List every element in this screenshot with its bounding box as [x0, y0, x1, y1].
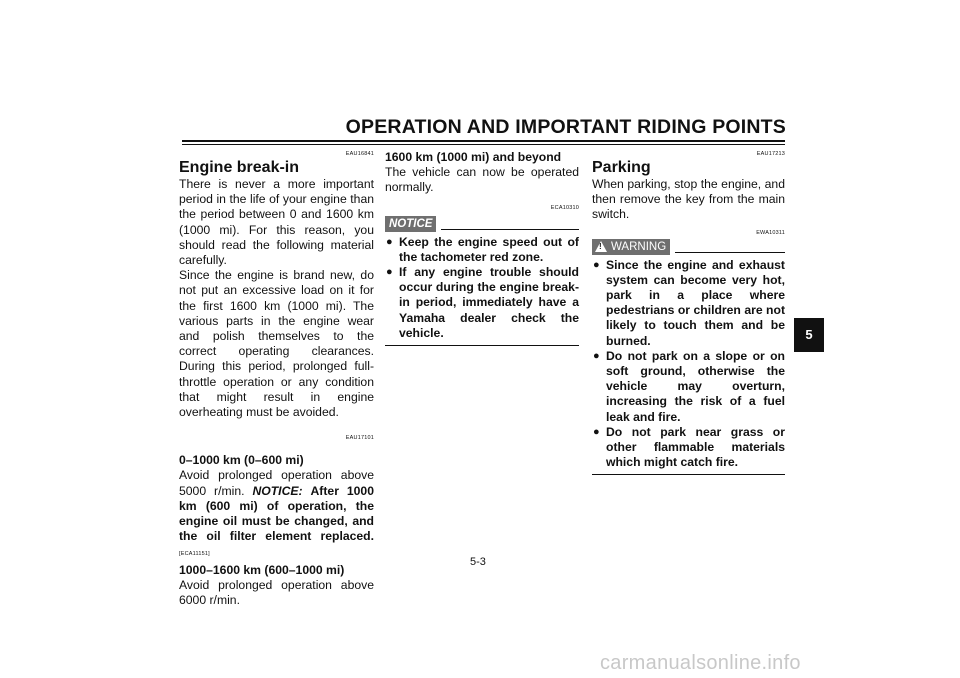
warning-end-rule [592, 474, 785, 475]
warning-box-header [592, 239, 785, 255]
notice-inline-text: After 1000 km (600 mi) of operation, the engine oil must be changed, and the oil filter element replaced. [179, 483, 374, 544]
header-rule [182, 140, 785, 142]
paragraph: Since the engine is brand new, do not put an excessive load on it for the first 1600 km (1000 mi). The various parts in the engine wear and polish themselves to the correct operating clearances. During this period, prolonged full-throttle operation or any condition that might result in engine overheating must be avoided. [179, 268, 374, 420]
notice-inline-label: NOTICE: [252, 483, 303, 498]
list-item [385, 265, 579, 341]
warning-triangle-icon: ! [595, 241, 607, 252]
section-heading: Engine break-in [179, 159, 300, 176]
section-code: EAU17101 [345, 435, 374, 442]
paragraph: There is never a more important period in the life of your engine than the period between 0 and 1600 km (1000 mi). For this reason, you should read the following material carefully. [179, 177, 374, 268]
watermark: carmanualsonline.info [600, 652, 801, 674]
header-rule-thin [182, 144, 785, 145]
list-item [592, 258, 785, 349]
list-item-text: Since the engine and exhaust system can become very hot, park in a place where pedestrians or children are not likely to touch them and be burned. [606, 257, 785, 348]
section-heading: Parking [592, 159, 651, 176]
list-item-text: Do not park on a slope or on soft ground, otherwise the vehicle may overturn, increasing the risk of a fuel leak and fire. [606, 348, 785, 424]
page-number: 5-3 [470, 556, 486, 568]
list-item-text: If any engine trouble should occur during the engine break-in period, immediately have a Yamaha dealer check the vehicle. [399, 265, 579, 340]
list-item [592, 349, 785, 425]
paragraph: When parking, stop the engine, and then remove the key from the main switch. [592, 177, 785, 222]
subheading: 0–1000 km (0–600 mi) [179, 453, 304, 468]
bullet-icon: ● [386, 235, 393, 248]
right-column [592, 150, 785, 475]
section-code: EAU17213 [756, 151, 785, 157]
bullet-icon: ● [593, 258, 600, 271]
notice-list [385, 235, 579, 341]
list-item [592, 425, 785, 471]
bullet-icon: ● [593, 349, 600, 362]
paragraph [179, 468, 374, 562]
bullet-icon: ● [593, 425, 600, 438]
list-item-text: Do not park near grass or other flammable materials which might catch fire. [606, 424, 785, 470]
subheading: 1000–1600 km (600–1000 mi) [179, 562, 345, 577]
bullet-icon: ● [386, 266, 393, 279]
list-item-text: Keep the engine speed out of the tachometer red zone. [399, 234, 579, 264]
paragraph: Avoid prolonged operation above 6000 r/min. [179, 577, 374, 608]
warning-label [592, 239, 670, 255]
warning-rule [675, 252, 785, 253]
section-code: ECA10310 [550, 204, 579, 211]
middle-column [385, 150, 579, 346]
notice-code: [ECA11151] [179, 551, 210, 558]
chapter-tab: 5 [794, 318, 824, 352]
section-code: EWA10311 [756, 229, 785, 236]
notice-end-rule [385, 345, 579, 346]
section-code: EAU16841 [345, 151, 374, 157]
paragraph-text: Avoid prolonged operation above 5000 r/min. [179, 468, 374, 498]
notice-rule [441, 229, 579, 230]
notice-label: NOTICE [385, 216, 436, 232]
warning-list [592, 258, 785, 471]
page-header-title: OPERATION AND IMPORTANT RIDING POINTS [345, 116, 786, 138]
list-item [385, 235, 579, 265]
warning-label-text: WARNING [611, 240, 667, 253]
notice-box-header [385, 216, 579, 232]
left-column [179, 150, 374, 608]
subheading: 1600 km (1000 mi) and beyond [385, 150, 562, 164]
paragraph: The vehicle can now be operated normally. [385, 165, 579, 195]
